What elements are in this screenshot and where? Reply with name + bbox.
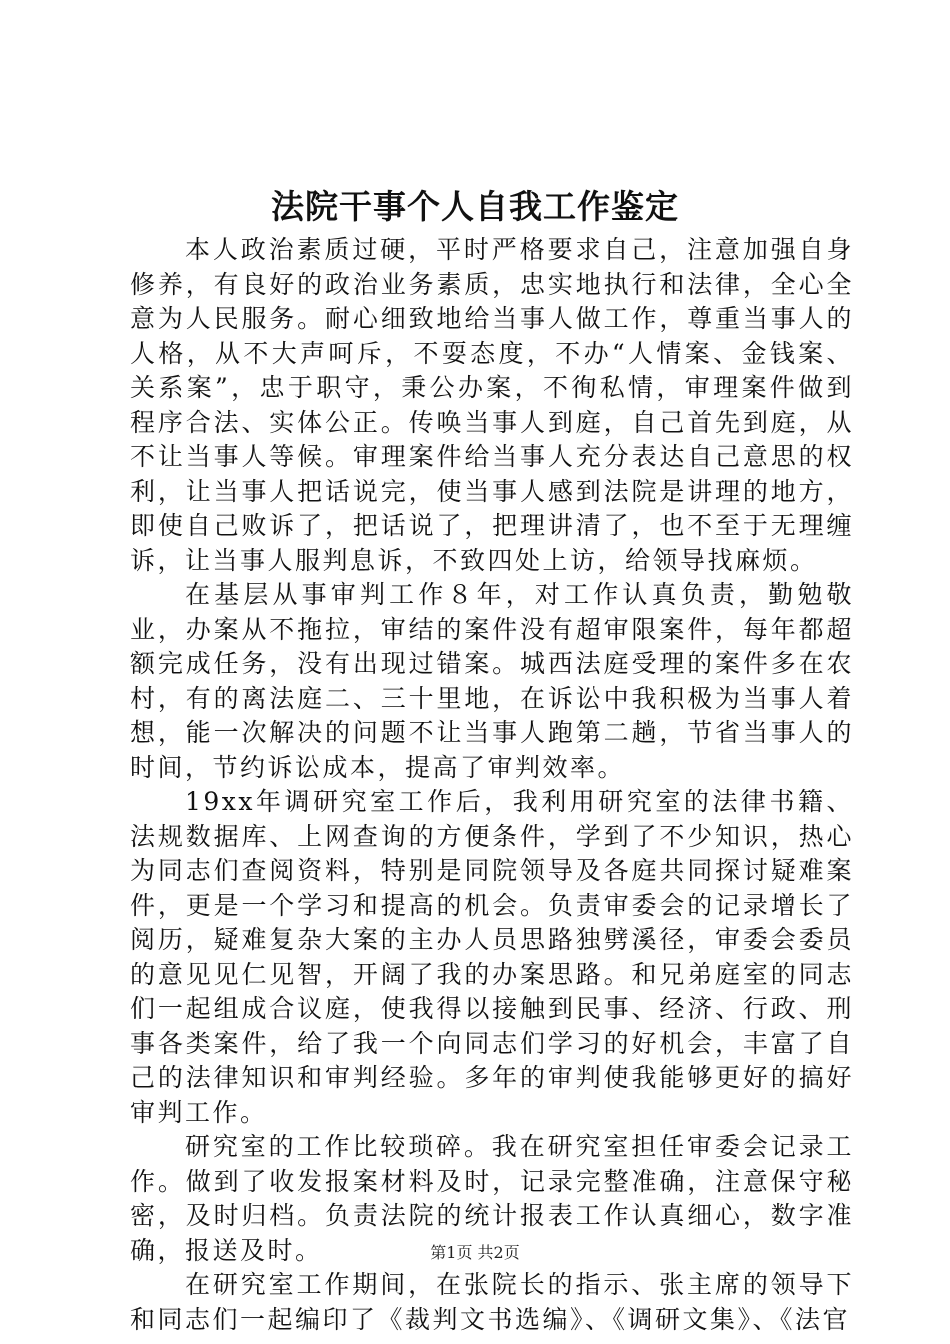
page-number-footer: 第1页 共2页 <box>430 1243 520 1262</box>
document-body <box>130 233 854 1337</box>
paragraph-3: 19xx年调研究室工作后，我利用研究室的法律书籍、法规数据库、上网查询的方便条件，学到了不少知识，热心为同志们查阅资料，特别是同院领导及各庭共同探讨疑难案件，更是一个学习和提高的机会。负责审委会的记录增长了阅历，疑难复杂大案的主办人员思路独劈溪径，审委会委员的意见见仁见智，开阔了我的办案思路。和兄弟庭室的同志们一起组成合议庭，使我得以接触到民事、经济、行政、刑事各类案件，给了我一个向同志们学习的好机会，丰富了自己的法律知识和审判经验。多年的审判使我能够更好的搞好审判工作。 <box>130 787 854 1127</box>
paragraph-5: 在研究室工作期间，在张院长的指示、张主席的领导下和同志们一起编印了《裁判文书选编》、《调研文集》、《法官 <box>130 1270 854 1334</box>
paragraph-2: 在基层从事审判工作８年，对工作认真负责，勤勉敬业，办案从不拖拉，审结的案件没有超审限案件，每年都超额完成任务，没有出现过错案。城西法庭受理的案件多在农村，有的离法庭二、三十里地，在诉讼中我积极为当事人着想，能一次解决的问题不让当事人跑第二趟，节省当事人的时间，节约诉讼成本，提高了审判效率。 <box>130 580 854 782</box>
paragraph-4: 研究室的工作比较琐碎。我在研究室担任审委会记录工作。做到了收发报案材料及时，记录完整准确，注意保守秘密，及时归档。负责法院的统计报表工作认真细心，数字准确，报送及时。 <box>130 1132 854 1265</box>
document-title: 法院干事个人自我工作鉴定 <box>271 187 679 226</box>
paragraph-1: 本人政治素质过硬，平时严格要求自己，注意加强自身修养，有良好的政治业务素质，忠实地执行和法律，全心全意为人民服务。耐心细致地给当事人做工作，尊重当事人的人格，从不大声呵斥，不耍态度，不办“人情案、金钱案、关系案”，忠于职守，秉公办案，不徇私情，审理案件做到程序合法、实体公正。传唤当事人到庭，自己首先到庭，从不让当事人等候。审理案件给当事人充分表达自己意思的权利，让当事人把话说完，使当事人感到法院是讲理的地方，即使自己败诉了，把话说了，把理讲清了，也不至于无理缠诉，让当事人服判息诉，不致四处上访，给领导找麻烦。 <box>130 235 854 575</box>
